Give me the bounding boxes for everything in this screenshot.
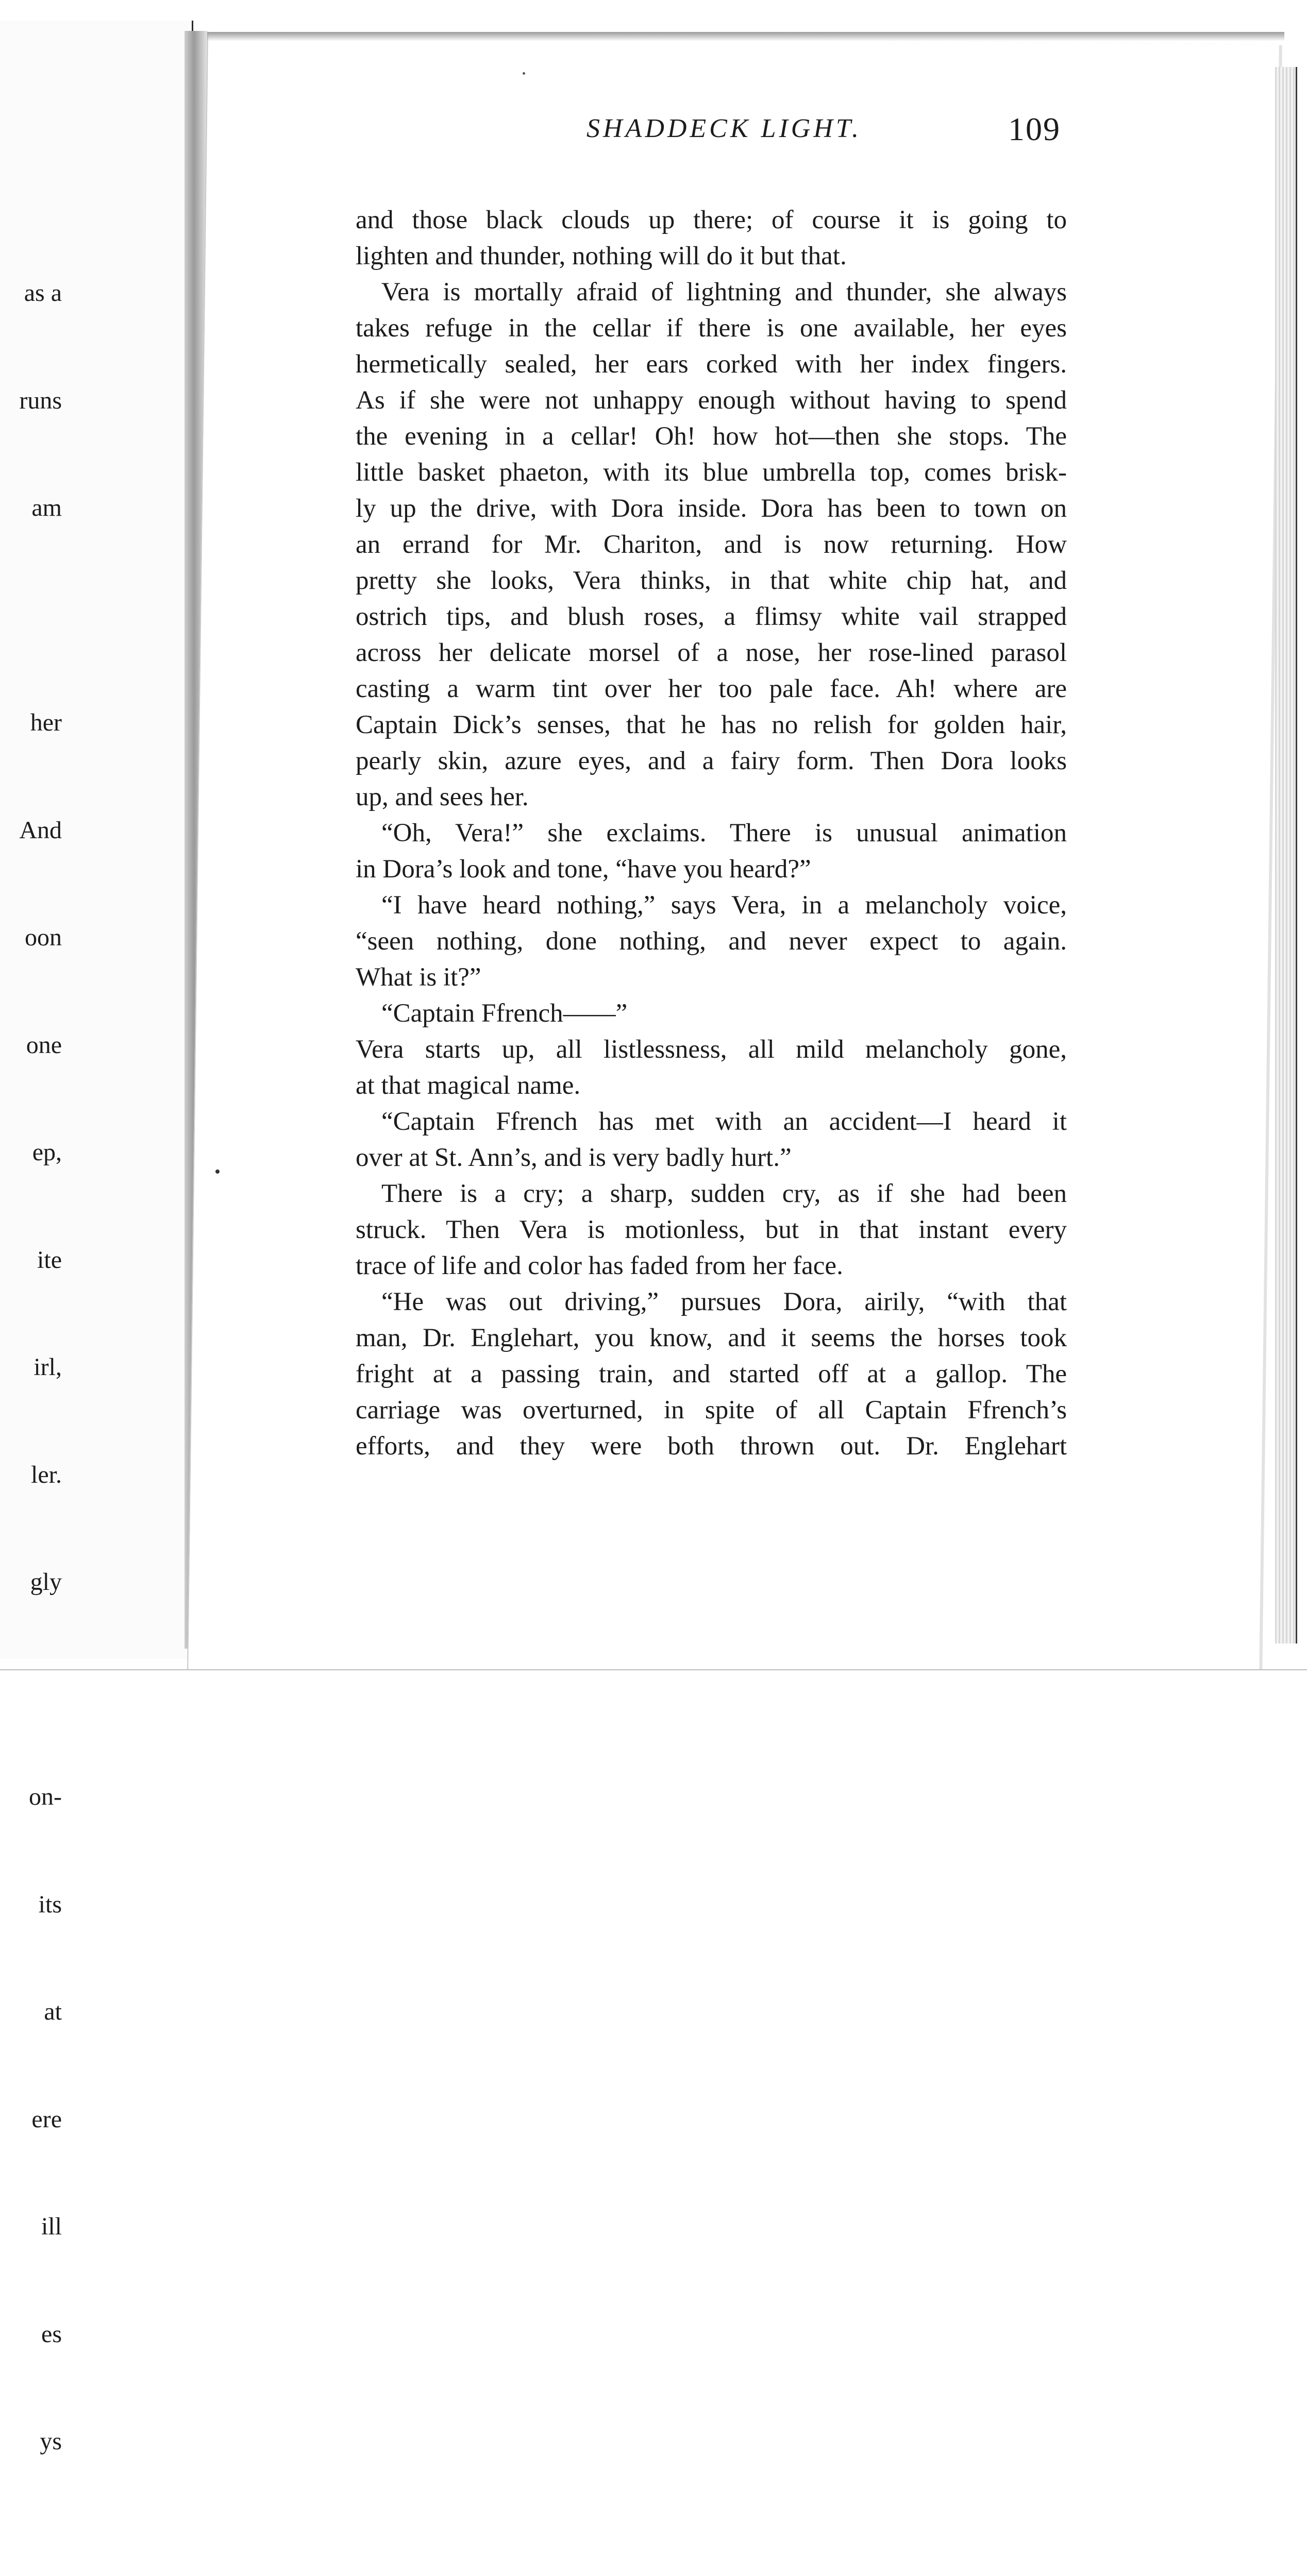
running-head-title: SHADDECK LIGHT. [587, 114, 862, 143]
text-line: hermetically sealed, her ears corked with her index fingers. [356, 350, 1067, 379]
text-line: “Captain Ffrench has met with an accident—I heard it [381, 1107, 1067, 1136]
text-line: trace of life and color has faded from her face. [356, 1251, 843, 1280]
scan-speck [215, 1170, 220, 1174]
text-line: Vera is mortally afraid of lightning and thunder, she always [381, 278, 1067, 307]
text-line: Vera starts up, all listlessness, all mild melancholy gone, [356, 1035, 1067, 1064]
left-fragment: gly [30, 1568, 62, 1596]
left-fragment [0, 2531, 62, 2567]
text-line: pearly skin, azure eyes, and a fairy form. Then Dora looks [356, 747, 1067, 775]
text-line: “I have heard nothing,” says Vera, in a melancholy voice, [381, 891, 1067, 920]
left-fragment: And [19, 816, 62, 844]
left-fragment: on- [29, 1783, 62, 1810]
left-fragment: ys [40, 2428, 62, 2455]
text-line: in Dora’s look and tone, “have you heard?” [356, 855, 811, 884]
text-line: carriage was overturned, in spite of all Captain Ffrench’s [356, 1396, 1067, 1425]
text-line: pretty she looks, Vera thinks, in that white chip hat, and [356, 566, 1067, 595]
page-body-text [356, 202, 1067, 1464]
left-fragment: ite [37, 1246, 62, 1274]
text-line: and those black clouds up there; of course it is going to [356, 206, 1067, 234]
text-line: struck. Then Vera is motionless, but in that instant every [356, 1215, 1067, 1244]
left-fragment: her [30, 709, 62, 736]
left-fragment: at [44, 1998, 62, 2025]
left-fragment: ep, [32, 1139, 62, 1166]
text-line: efforts, and they were both thrown out. Dr. Englehart [356, 1432, 1067, 1461]
page-number: 109 [1008, 111, 1061, 147]
text-line: ly up the drive, with Dora inside. Dora has been to town on [356, 494, 1067, 523]
left-fragment: es [41, 2320, 62, 2348]
left-fragment: as a [24, 279, 62, 307]
left-fragment: oon [25, 924, 62, 951]
left-facing-page [0, 21, 193, 2455]
text-line: up, and sees her. [356, 783, 529, 811]
text-line: There is a cry; a sharp, sudden cry, as if she had been [381, 1179, 1067, 1208]
running-head [380, 113, 1061, 155]
page-top-shadow [207, 32, 1284, 41]
left-fragment: one [26, 1031, 62, 1059]
text-line: Captain Dick’s senses, that he has no relish for golden hair, [356, 710, 1067, 739]
text-line: across her delicate morsel of a nose, her rose-lined parasol [356, 638, 1067, 667]
page-edge-stack [1275, 67, 1297, 1643]
text-line: What is it?” [356, 963, 481, 992]
text-line: lighten and thunder, nothing will do it but that. [356, 242, 847, 270]
text-line: fright at a passing train, and started off at a gallop. The [356, 1360, 1067, 1388]
text-line: “Oh, Vera!” she exclaims. There is unusual animation [381, 819, 1067, 848]
text-line: over at St. Ann’s, and is very badly hurt.” [356, 1143, 792, 1172]
text-line: “seen nothing, done nothing, and never expect to again. [356, 927, 1067, 956]
left-fragment: runs [19, 386, 62, 414]
scan-speck [523, 72, 525, 75]
text-line: the evening in a cellar! Oh! how hot—then she stops. The [356, 422, 1067, 451]
left-fragment: ler. [31, 1461, 62, 1488]
left-fragment: irl, [33, 1353, 62, 1381]
text-line: ostrich tips, and blush roses, a flimsy white vail strapped [356, 602, 1067, 631]
text-line: man, Dr. Englehart, you know, and it seems the horses took [356, 1324, 1067, 1352]
left-fragment: ere [31, 2105, 62, 2133]
left-fragment [0, 598, 62, 634]
text-line: takes refuge in the cellar if there is one available, her eyes [356, 314, 1067, 343]
text-line: casting a warm tint over her too pale face. Ah! where are [356, 674, 1067, 703]
text-line: As if she were not unhappy enough without having to spend [356, 386, 1067, 415]
text-line: “Captain Ffrench——” [381, 999, 628, 1028]
text-line: little basket phaeton, with its blue umbrella top, comes brisk- [356, 458, 1067, 487]
text-line: “He was out driving,” pursues Dora, airily, “with that [381, 1287, 1067, 1316]
text-line: at that magical name. [356, 1071, 581, 1100]
left-fragment: its [38, 1890, 62, 1918]
text-line: an errand for Mr. Chariton, and is now returning. How [356, 530, 1067, 559]
scan-bottom-margin [0, 1669, 1307, 1724]
left-page-text-fragments [0, 204, 62, 2576]
left-fragment: ill [41, 2213, 62, 2240]
left-fragment: am [31, 494, 62, 521]
